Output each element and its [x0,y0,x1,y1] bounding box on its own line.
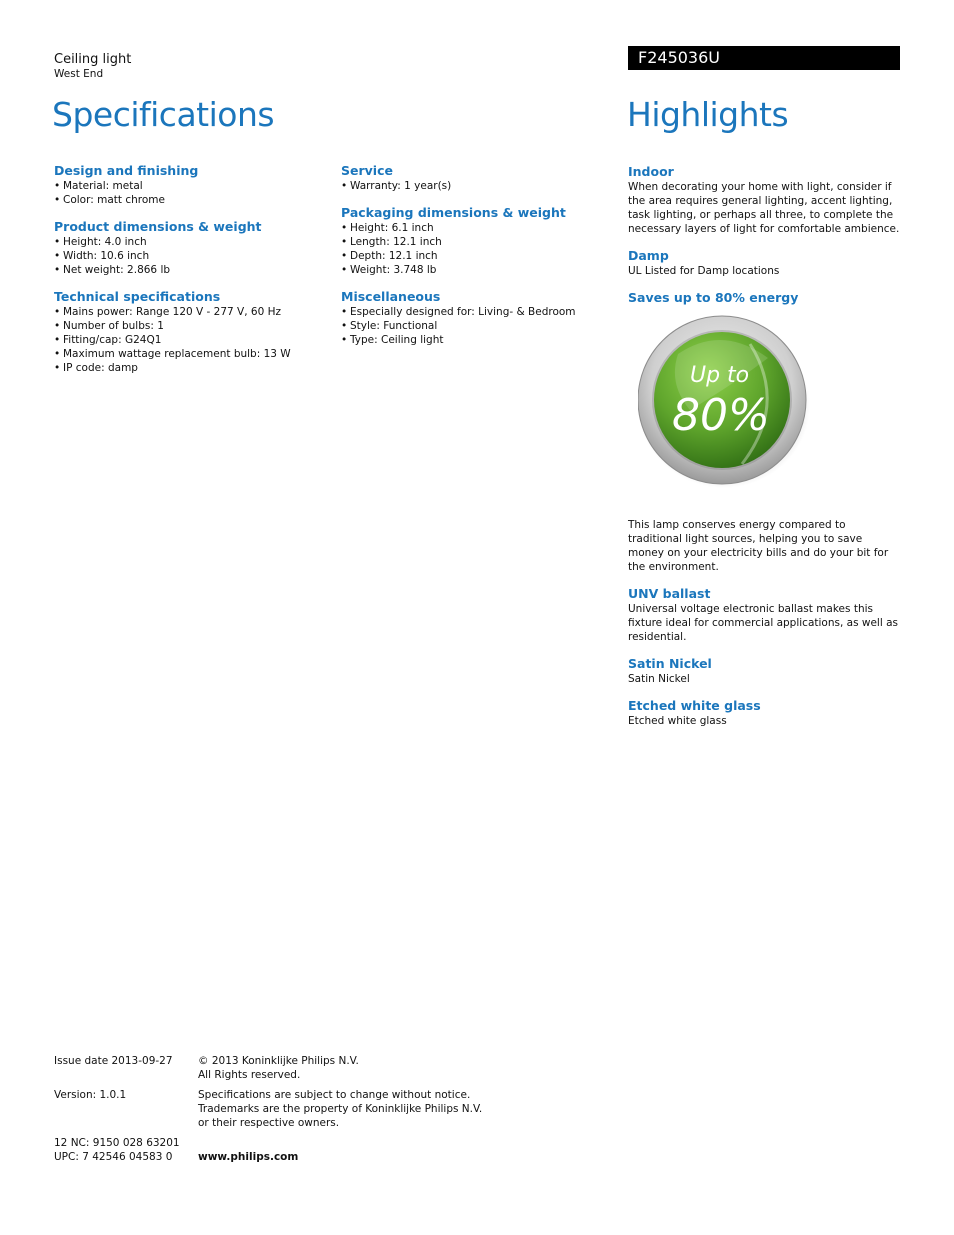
spec-section-design [54,163,324,207]
spec-heading: Design and finishing [54,163,199,178]
spec-item: • Material: metal [54,179,324,193]
highlight-damp [628,248,900,278]
spec-item: • Fitting/cap: G24Q1 [54,333,324,347]
website-link[interactable]: www.philips.com [198,1151,299,1163]
spec-item: • Maximum wattage replacement bulb: 13 W [54,347,324,361]
spec-item: • Length: 12.1 inch [341,235,611,249]
highlight-heading: Etched white glass [628,698,761,713]
spec-section-packaging [341,205,611,277]
spec-item: • Type: Ceiling light [341,333,611,347]
product-name: West End [54,68,104,80]
spec-item: • Mains power: Range 120 V - 277 V, 60 Hz [54,305,324,319]
highlight-text: Etched white glass [628,715,727,727]
energy-badge-icon [638,314,810,490]
spec-item: • Width: 10.6 inch [54,249,324,263]
notice-line: Specifications are subject to change without notice. [198,1089,471,1101]
product-type: Ceiling light [54,52,132,67]
product-code-bar: F245036U [628,46,900,70]
spec-heading: Miscellaneous [341,289,441,304]
spec-item: • Depth: 12.1 inch [341,249,611,263]
upc-code: UPC: 7 42546 04583 0 [54,1151,173,1163]
footer-row [54,1054,498,1082]
notice-line: or their respective owners. [198,1117,340,1129]
footer [54,1054,498,1170]
website-wrap [198,1136,498,1164]
spec-section-dimensions [54,219,324,277]
highlight-heading: UNV ballast [628,586,711,601]
highlights-title: Highlights [627,95,789,134]
footer-row [54,1088,498,1130]
specs-column-left [54,163,324,387]
spec-item: • Height: 4.0 inch [54,235,324,249]
badge-line2: 80% [672,390,770,441]
energy-badge [628,304,900,504]
spec-item: • Warranty: 1 year(s) [341,179,611,193]
spec-item: • Number of bulbs: 1 [54,319,324,333]
highlight-text: Satin Nickel [628,673,690,685]
badge-line1: Up to [690,363,750,388]
copyright [198,1054,498,1082]
highlight-heading: Satin Nickel [628,656,712,671]
spec-item: • Style: Functional [341,319,611,333]
notice-line: Trademarks are the property of Koninklijke Philips N.V. [198,1103,483,1115]
spec-section-misc [341,289,611,347]
spec-heading: Service [341,163,393,178]
spec-item: • Height: 6.1 inch [341,221,611,235]
highlight-text: Universal voltage electronic ballast makes this fixture ideal for commercial applications, as well as residential. [628,603,899,643]
highlight-text: When decorating your home with light, consider if the area requires general lighting, accent lighting, task lighting, or perhaps all three, to complete the necessary layers of light for comfortable ambience. [628,181,900,235]
nc-code: 12 NC: 9150 028 63201 [54,1137,180,1149]
copyright-line: All Rights reserved. [198,1069,301,1081]
highlight-heading: Saves up to 80% energy [628,290,799,305]
specifications-title: Specifications [52,95,275,134]
spec-item: • IP code: damp [54,361,324,375]
product-codes [54,1136,198,1164]
highlight-satin [628,656,900,686]
version: Version: 1.0.1 [54,1089,127,1101]
spec-section-technical [54,289,324,375]
highlight-energy-text [628,518,900,574]
highlight-glass [628,698,900,728]
highlight-text: This lamp conserves energy compared to traditional light sources, helping you to save money on your electricity bills and do your bit for the environment. [628,519,889,573]
highlight-indoor [628,164,900,236]
spec-heading: Product dimensions & weight [54,219,262,234]
notice [198,1088,498,1130]
highlight-heading: Indoor [628,164,674,179]
spec-item: • Weight: 3.748 lb [341,263,611,277]
footer-row [54,1136,498,1164]
highlight-heading: Damp [628,248,669,263]
product-header [54,52,131,81]
copyright-line: © 2013 Koninklijke Philips N.V. [198,1055,359,1067]
highlights-column [628,164,900,740]
spec-item: • Especially designed for: Living- & Bedroom [341,305,611,319]
spec-item: • Color: matt chrome [54,193,324,207]
spec-section-service [341,163,611,193]
spec-heading: Packaging dimensions & weight [341,205,566,220]
highlight-text: UL Listed for Damp locations [628,265,780,277]
highlight-ballast [628,586,900,644]
spec-heading: Technical specifications [54,289,221,304]
spec-item: • Net weight: 2.866 lb [54,263,324,277]
issue-date: Issue date 2013-09-27 [54,1055,173,1067]
specs-column-right [341,163,611,359]
